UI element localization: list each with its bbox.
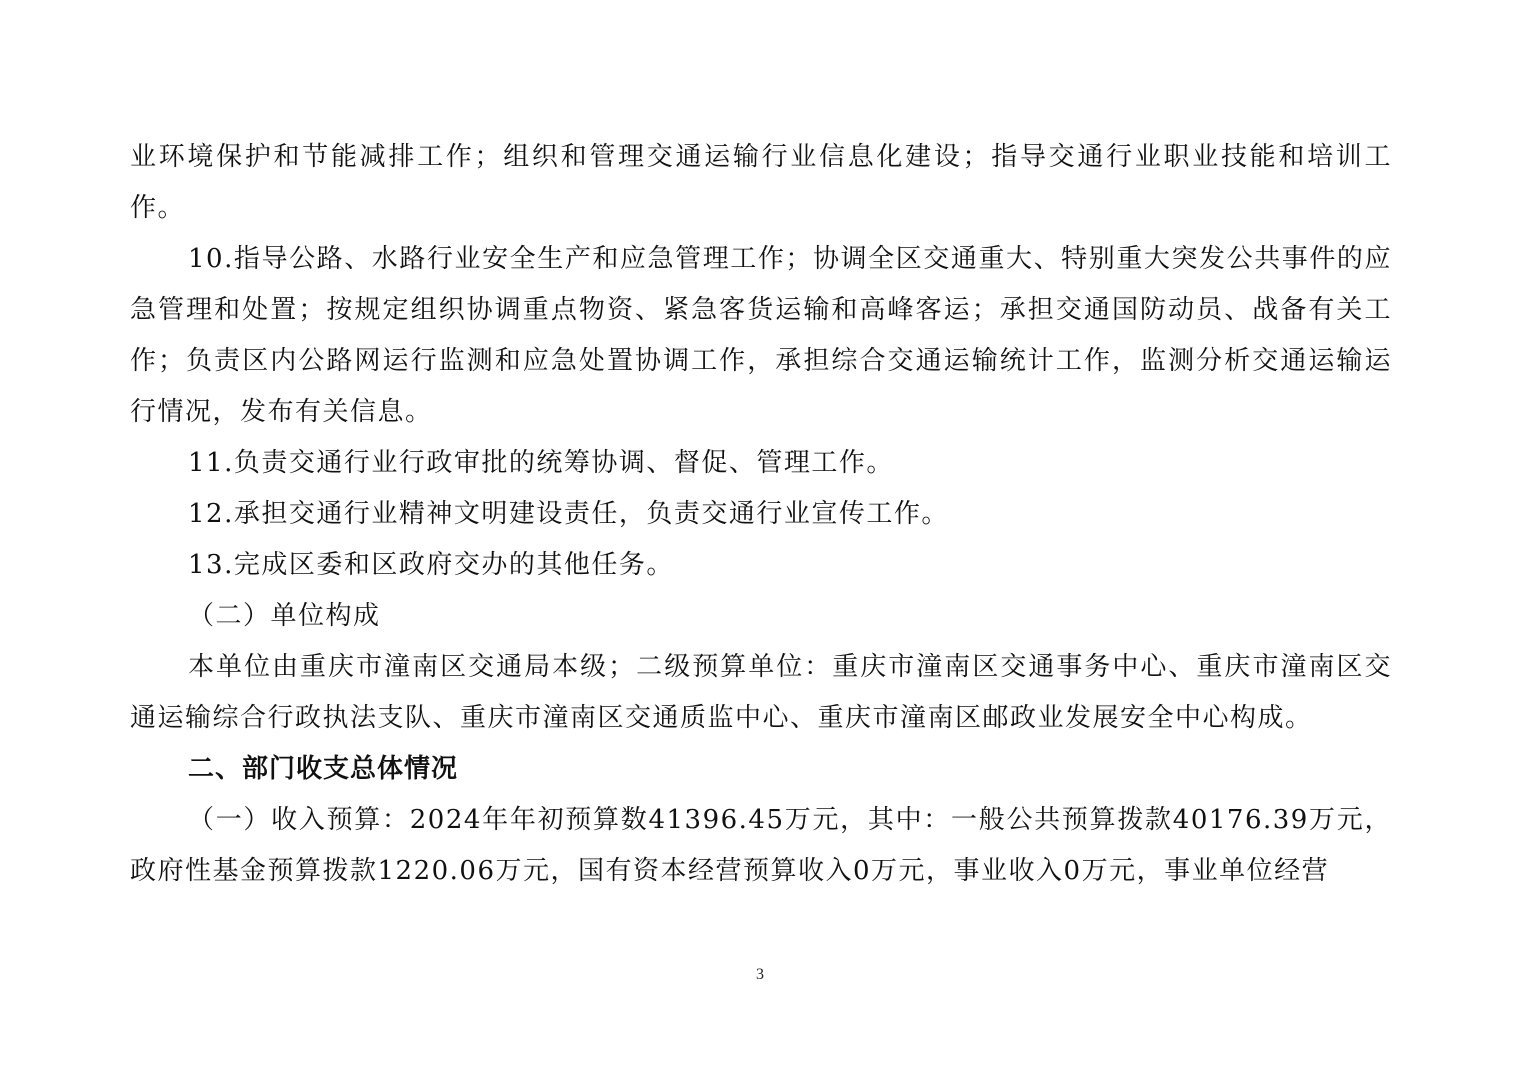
paragraph-duty-12: 12.承担交通行业精神文明建设责任，负责交通行业宣传工作。 — [188, 499, 949, 529]
paragraph-duty-10: 10.指导公路、水路行业安全生产和应急管理工作；协调全区交通重大、特别重大突发公共事件的应急管理和处置；按规定组织协调重点物资、紧急客货运输和高峰客运；承担交通国防动员、战备有关工作；负责区内公路网运行监测和应急处置协调工作，承担综合交通运输统计工作，监测分析交通运输运行情况，发布有关信息。 — [130, 244, 1392, 427]
subheading-unit-composition: （二）单位构成 — [188, 601, 381, 631]
paragraph-duty-13: 13.完成区委和区政府交办的其他任务。 — [188, 550, 674, 580]
paragraph-duty-11: 11.负责交通行业行政审批的统筹协调、督促、管理工作。 — [188, 448, 894, 478]
paragraph-unit-composition: 本单位由重庆市潼南区交通局本级；二级预算单位：重庆市潼南区交通事务中心、重庆市潼南区交通运输综合行政执法支队、重庆市潼南区交通质监中心、重庆市潼南区邮政业发展安全中心构成。 — [130, 652, 1392, 733]
page-number: 3 — [756, 966, 764, 983]
paragraph-duties-9-continued: 业环境保护和节能减排工作；组织和管理交通运输行业信息化建设；指导交通行业职业技能和培训工作。 — [130, 142, 1392, 223]
section-heading-budget-overview: 二、部门收支总体情况 — [188, 754, 459, 784]
document-body — [130, 132, 1392, 897]
paragraph-income-budget: （一）收入预算：2024年年初预算数41396.45万元，其中：一般公共预算拨款40176.39万元，政府性基金预算拨款1220.06万元，国有资本经营预算收入0万元，事业收入0万元，事业单位经营 — [130, 805, 1392, 886]
